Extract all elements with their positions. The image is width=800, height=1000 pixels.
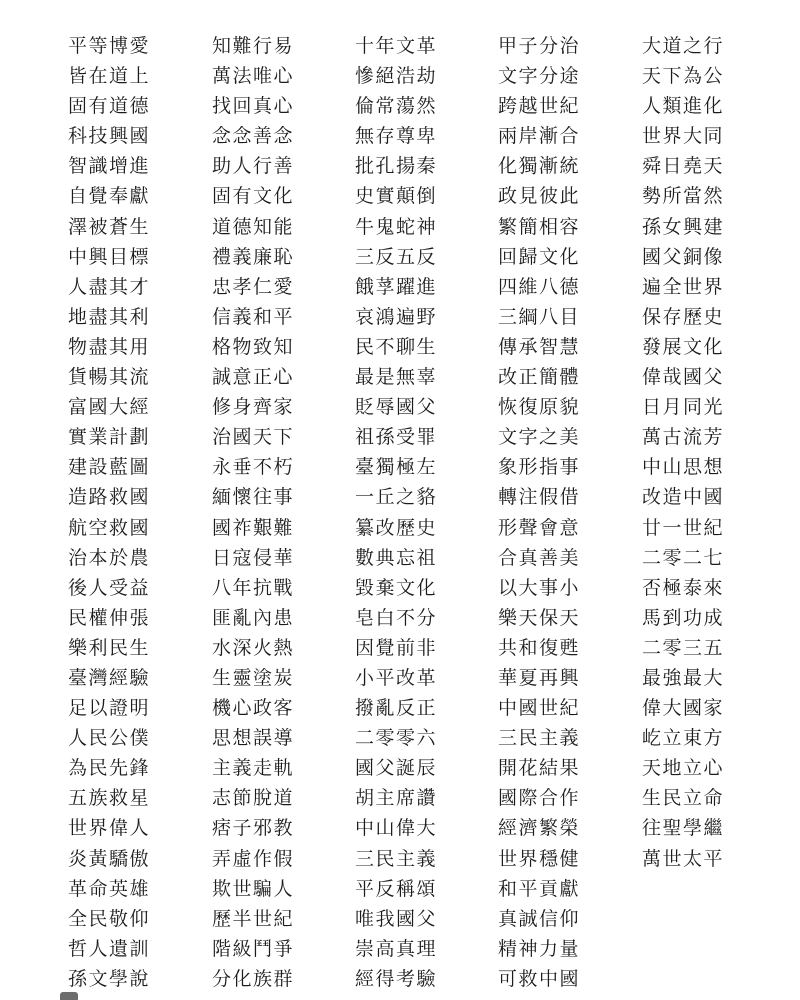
phrase-item: 和平貢獻 [498, 877, 581, 900]
phrase-item: 唯我國父 [355, 907, 438, 930]
phrase-item: 二零三五 [642, 636, 725, 659]
phrase-item: 經濟繁榮 [498, 817, 581, 840]
phrase-item: 富國大經 [68, 396, 151, 419]
phrase-item: 轉注假借 [498, 486, 581, 509]
phrase-column-5 [642, 31, 752, 874]
phrase-item: 天地立心 [642, 757, 725, 780]
phrase-item: 馬到功成 [642, 606, 725, 629]
phrase-item: 倫常蕩然 [355, 95, 438, 118]
phrase-item: 繁簡相容 [498, 215, 581, 238]
phrase-item: 廿一世紀 [642, 516, 725, 539]
phrase-item: 建設藍圖 [68, 456, 151, 479]
phrase-item: 航空救國 [68, 516, 151, 539]
phrase-item: 文字之美 [498, 426, 581, 449]
phrase-item: 後人受益 [68, 576, 151, 599]
phrase-item: 跨越世紀 [498, 95, 581, 118]
phrase-item: 二零零六 [355, 727, 438, 750]
phrase-item: 中山思想 [642, 456, 725, 479]
phrase-item: 日寇侵華 [212, 546, 295, 569]
phrase-item: 可救中國 [498, 967, 581, 990]
phrase-item: 小平改革 [355, 666, 438, 689]
phrase-item: 生民立命 [642, 787, 725, 810]
phrase-item: 精神力量 [498, 937, 581, 960]
phrase-item: 生靈塗炭 [212, 666, 295, 689]
phrase-item: 國祚艱難 [212, 516, 295, 539]
phrase-item: 因覺前非 [355, 636, 438, 659]
phrase-item: 日月同光 [642, 396, 725, 419]
phrase-item: 國父誕辰 [355, 757, 438, 780]
phrase-item: 主義走軌 [212, 757, 295, 780]
phrase-item: 助人行善 [212, 155, 295, 178]
phrase-item: 國際合作 [498, 787, 581, 810]
phrase-item: 形聲會意 [498, 516, 581, 539]
phrase-item: 治國天下 [212, 426, 295, 449]
phrase-item: 地盡其利 [68, 305, 151, 328]
phrase-item: 固有文化 [212, 185, 295, 208]
phrase-item: 萬古流芳 [642, 426, 725, 449]
phrase-item: 象形指事 [498, 456, 581, 479]
phrase-item: 餓莩躍進 [355, 275, 438, 298]
phrase-item: 恢復原貌 [498, 396, 581, 419]
phrase-item: 科技興國 [68, 125, 151, 148]
phrase-item: 以大事小 [498, 576, 581, 599]
phrase-item: 臺灣經驗 [68, 666, 151, 689]
phrase-item: 樂天保天 [498, 606, 581, 629]
phrase-item: 知難行易 [212, 35, 295, 57]
phrase-item: 祖孫受罪 [355, 426, 438, 449]
phrase-item: 無存尊卑 [355, 125, 438, 148]
phrase-item: 革命英雄 [68, 877, 151, 900]
phrase-item: 胡主席讚 [355, 787, 438, 810]
phrase-item: 萬法唯心 [212, 65, 295, 88]
phrase-item: 偉大國家 [642, 697, 725, 720]
phrase-item: 貨暢其流 [68, 366, 151, 389]
phrase-item: 民不聊生 [355, 335, 438, 358]
phrase-item: 志節脫道 [212, 787, 295, 810]
phrase-item: 自覺奉獻 [68, 185, 151, 208]
phrase-item: 歷半世紀 [212, 907, 295, 930]
phrase-item: 誠意正心 [212, 366, 295, 389]
phrase-item: 國父銅像 [642, 245, 725, 268]
phrase-item: 八年抗戰 [212, 576, 295, 599]
phrase-item: 史實顛倒 [355, 185, 438, 208]
phrase-item: 改造中國 [642, 486, 725, 509]
phrase-item: 牛鬼蛇神 [355, 215, 438, 238]
phrase-item: 發展文化 [642, 335, 725, 358]
phrase-item: 傳承智慧 [498, 335, 581, 358]
phrase-item: 皆在道上 [68, 65, 151, 88]
phrase-item: 三民主義 [498, 727, 581, 750]
phrase-item: 道德知能 [212, 215, 295, 238]
phrase-item: 物盡其用 [68, 335, 151, 358]
phrase-item: 固有道德 [68, 95, 151, 118]
phrase-item: 平等博愛 [68, 35, 151, 57]
phrase-item: 大道之行 [642, 35, 725, 57]
phrase-item: 中山偉大 [355, 817, 438, 840]
phrase-item: 二零二七 [642, 546, 725, 569]
phrase-item: 水深火熱 [212, 636, 295, 659]
phrase-item: 一丘之貉 [355, 486, 438, 509]
phrase-item: 人盡其才 [68, 275, 151, 298]
phrase-item: 信義和平 [212, 305, 295, 328]
phrase-item: 忠孝仁愛 [212, 275, 295, 298]
phrase-item: 臺獨極左 [355, 456, 438, 479]
phrase-item: 足以證明 [68, 697, 151, 720]
phrase-item: 甲子分治 [498, 35, 581, 57]
phrase-item: 中國世紀 [498, 697, 581, 720]
phrase-item: 民權伸張 [68, 606, 151, 629]
phrase-item: 找回真心 [212, 95, 295, 118]
phrase-item: 萬世太平 [642, 847, 725, 870]
phrase-item: 造路救國 [68, 486, 151, 509]
phrase-item: 世界偉人 [68, 817, 151, 840]
phrase-item: 化獨漸統 [498, 155, 581, 178]
phrase-item: 分化族群 [212, 967, 295, 990]
phrase-item: 最是無辜 [355, 366, 438, 389]
phrase-item: 十年文革 [355, 35, 438, 57]
phrase-item: 華夏再興 [498, 666, 581, 689]
phrase-item: 世界大同 [642, 125, 725, 148]
phrase-item: 為民先鋒 [68, 757, 151, 780]
phrase-column-2 [212, 31, 322, 994]
phrase-item: 哀鴻遍野 [355, 305, 438, 328]
phrase-item: 階級鬥爭 [212, 937, 295, 960]
phrase-item: 回歸文化 [498, 245, 581, 268]
phrase-column-4 [498, 31, 608, 994]
phrase-item: 欺世騙人 [212, 877, 295, 900]
phrase-item: 皂白不分 [355, 606, 438, 629]
phrase-item: 往聖學繼 [642, 817, 725, 840]
phrase-item: 共和復甦 [498, 636, 581, 659]
phrase-item: 念念善念 [212, 125, 295, 148]
phrase-item: 崇高真理 [355, 937, 438, 960]
phrase-item: 真誠信仰 [498, 907, 581, 930]
phrase-item: 勢所當然 [642, 185, 725, 208]
phrase-item: 禮義廉恥 [212, 245, 295, 268]
phrase-item: 四維八德 [498, 275, 581, 298]
phrase-item: 經得考驗 [355, 967, 438, 990]
phrase-item: 炎黃驕傲 [68, 847, 151, 870]
phrase-item: 世界穩健 [498, 847, 581, 870]
phrase-item: 偉哉國父 [642, 366, 725, 389]
phrase-item: 保存歷史 [642, 305, 725, 328]
phrase-item: 文字分途 [498, 65, 581, 88]
phrase-item: 治本於農 [68, 546, 151, 569]
phrase-item: 痞子邪教 [212, 817, 295, 840]
phrase-column-1 [68, 31, 178, 994]
phrase-item: 中興目標 [68, 245, 151, 268]
phrase-item: 改正簡體 [498, 366, 581, 389]
phrase-item: 匪亂內患 [212, 606, 295, 629]
phrase-item: 哲人遺訓 [68, 937, 151, 960]
phrase-item: 兩岸漸合 [498, 125, 581, 148]
phrase-item: 開花結果 [498, 757, 581, 780]
phrase-item: 孫女興建 [642, 215, 725, 238]
phrase-column-3 [355, 31, 465, 994]
phrase-item: 毀棄文化 [355, 576, 438, 599]
phrase-item: 三反五反 [355, 245, 438, 268]
phrase-item: 遍全世界 [642, 275, 725, 298]
phrase-item: 天下為公 [642, 65, 725, 88]
phrase-item: 纂改歷史 [355, 516, 438, 539]
phrase-item: 撥亂反正 [355, 697, 438, 720]
phrase-item: 數典忘祖 [355, 546, 438, 569]
phrase-item: 智識增進 [68, 155, 151, 178]
phrase-item: 舜日堯天 [642, 155, 725, 178]
page-edge-mark [60, 992, 78, 1000]
phrase-item: 最強最大 [642, 666, 725, 689]
phrase-item: 全民敬仰 [68, 907, 151, 930]
phrase-item: 批孔揚秦 [355, 155, 438, 178]
phrase-item: 三民主義 [355, 847, 438, 870]
phrase-item: 合真善美 [498, 546, 581, 569]
phrase-item: 緬懷往事 [212, 486, 295, 509]
phrase-item: 永垂不朽 [212, 456, 295, 479]
phrase-item: 澤被蒼生 [68, 215, 151, 238]
phrase-item: 貶辱國父 [355, 396, 438, 419]
phrase-item: 屹立東方 [642, 727, 725, 750]
phrase-item: 否極泰來 [642, 576, 725, 599]
phrase-item: 機心政客 [212, 697, 295, 720]
phrase-item: 人民公僕 [68, 727, 151, 750]
phrase-item: 三綱八目 [498, 305, 581, 328]
phrase-item: 孫文學說 [68, 967, 151, 990]
phrase-item: 思想誤導 [212, 727, 295, 750]
phrase-item: 弄虛作假 [212, 847, 295, 870]
phrase-item: 平反稱頌 [355, 877, 438, 900]
phrase-item: 格物致知 [212, 335, 295, 358]
phrase-item: 慘絕浩劫 [355, 65, 438, 88]
phrase-item: 人類進化 [642, 95, 725, 118]
phrase-item: 政見彼此 [498, 185, 581, 208]
phrase-item: 實業計劃 [68, 426, 151, 449]
phrase-item: 修身齊家 [212, 396, 295, 419]
phrase-item: 五族救星 [68, 787, 151, 810]
phrase-item: 樂利民生 [68, 636, 151, 659]
